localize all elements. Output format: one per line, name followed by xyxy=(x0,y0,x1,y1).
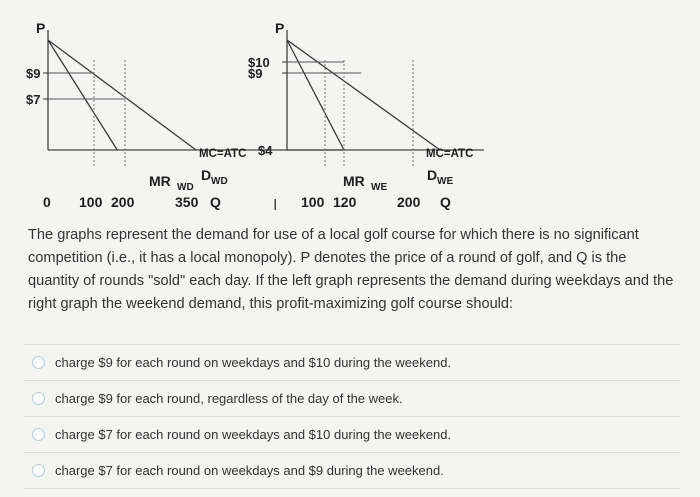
demand-line xyxy=(48,40,196,150)
x-tick-label: 0 xyxy=(43,194,51,210)
x-axis-label: Q xyxy=(210,194,221,210)
y-tick-label: $7 xyxy=(26,92,41,107)
mr-line xyxy=(287,40,344,150)
x-tick-label: 200 xyxy=(397,194,421,210)
y-tick-label: $9 xyxy=(248,66,263,81)
answer-option-1[interactable] xyxy=(24,344,680,380)
text-cursor-icon: Ӏ xyxy=(273,197,278,214)
y-axis-label: P xyxy=(275,20,285,36)
radio-button[interactable] xyxy=(32,464,45,477)
x-axis-label: Q xyxy=(440,194,451,210)
demand-line xyxy=(287,40,440,150)
mr-line xyxy=(48,40,117,150)
weekend-graph xyxy=(248,20,484,214)
x-tick-label: 200 xyxy=(111,194,135,210)
demand-label: D xyxy=(201,167,212,183)
demand-subscript: WE xyxy=(437,176,454,187)
demand-subscript: WD xyxy=(211,176,228,187)
x-tick-label: 120 xyxy=(333,194,357,210)
question-text: The graphs represent the demand for use of a local golf course for which there is no significant competition (i.e., it has a local monopoly). P denotes the price of a round of golf, and Q is the quantity of rounds "sold" each day. If the left graph represents the demand during weekdays and the right graph the weekend demand, this profit-maximizing golf course should: xyxy=(28,227,674,312)
y-axis-label: P xyxy=(36,20,46,36)
radio-button[interactable] xyxy=(32,392,45,405)
option-label: charge $9 for each round on weekdays and $10 during the weekend. xyxy=(55,355,452,370)
demand-label: D xyxy=(427,167,438,183)
mr-label: MR xyxy=(343,173,365,189)
x-tick-label: 100 xyxy=(301,194,325,210)
mr-subscript: WE xyxy=(371,182,388,193)
option-label: charge $9 for each round, regardless of the day of the week. xyxy=(55,391,403,406)
mr-subscript: WD xyxy=(177,182,194,193)
x-tick-label: 350 xyxy=(175,194,199,210)
graphs-figure xyxy=(0,0,700,222)
answer-option-4[interactable] xyxy=(24,452,680,489)
option-label: charge $7 for each round on weekdays and $9 during the weekend. xyxy=(55,463,444,478)
radio-button[interactable] xyxy=(32,428,45,441)
answer-option-3[interactable] xyxy=(24,416,680,452)
mc-atc-label: MC=ATC xyxy=(199,148,247,160)
answer-option-2[interactable] xyxy=(24,380,680,416)
y-tick-label: $10 xyxy=(248,55,270,70)
y-tick-label: $4 xyxy=(258,143,273,158)
mr-label: MR xyxy=(149,173,171,189)
answer-options xyxy=(24,344,680,489)
weekday-graph xyxy=(26,20,345,210)
option-label: charge $7 for each round on weekdays and $10 during the weekend. xyxy=(55,427,452,442)
mc-atc-label: MC=ATC xyxy=(426,148,474,160)
radio-button[interactable] xyxy=(32,356,45,369)
x-tick-label: 100 xyxy=(79,194,103,210)
y-tick-label: $9 xyxy=(26,66,41,81)
